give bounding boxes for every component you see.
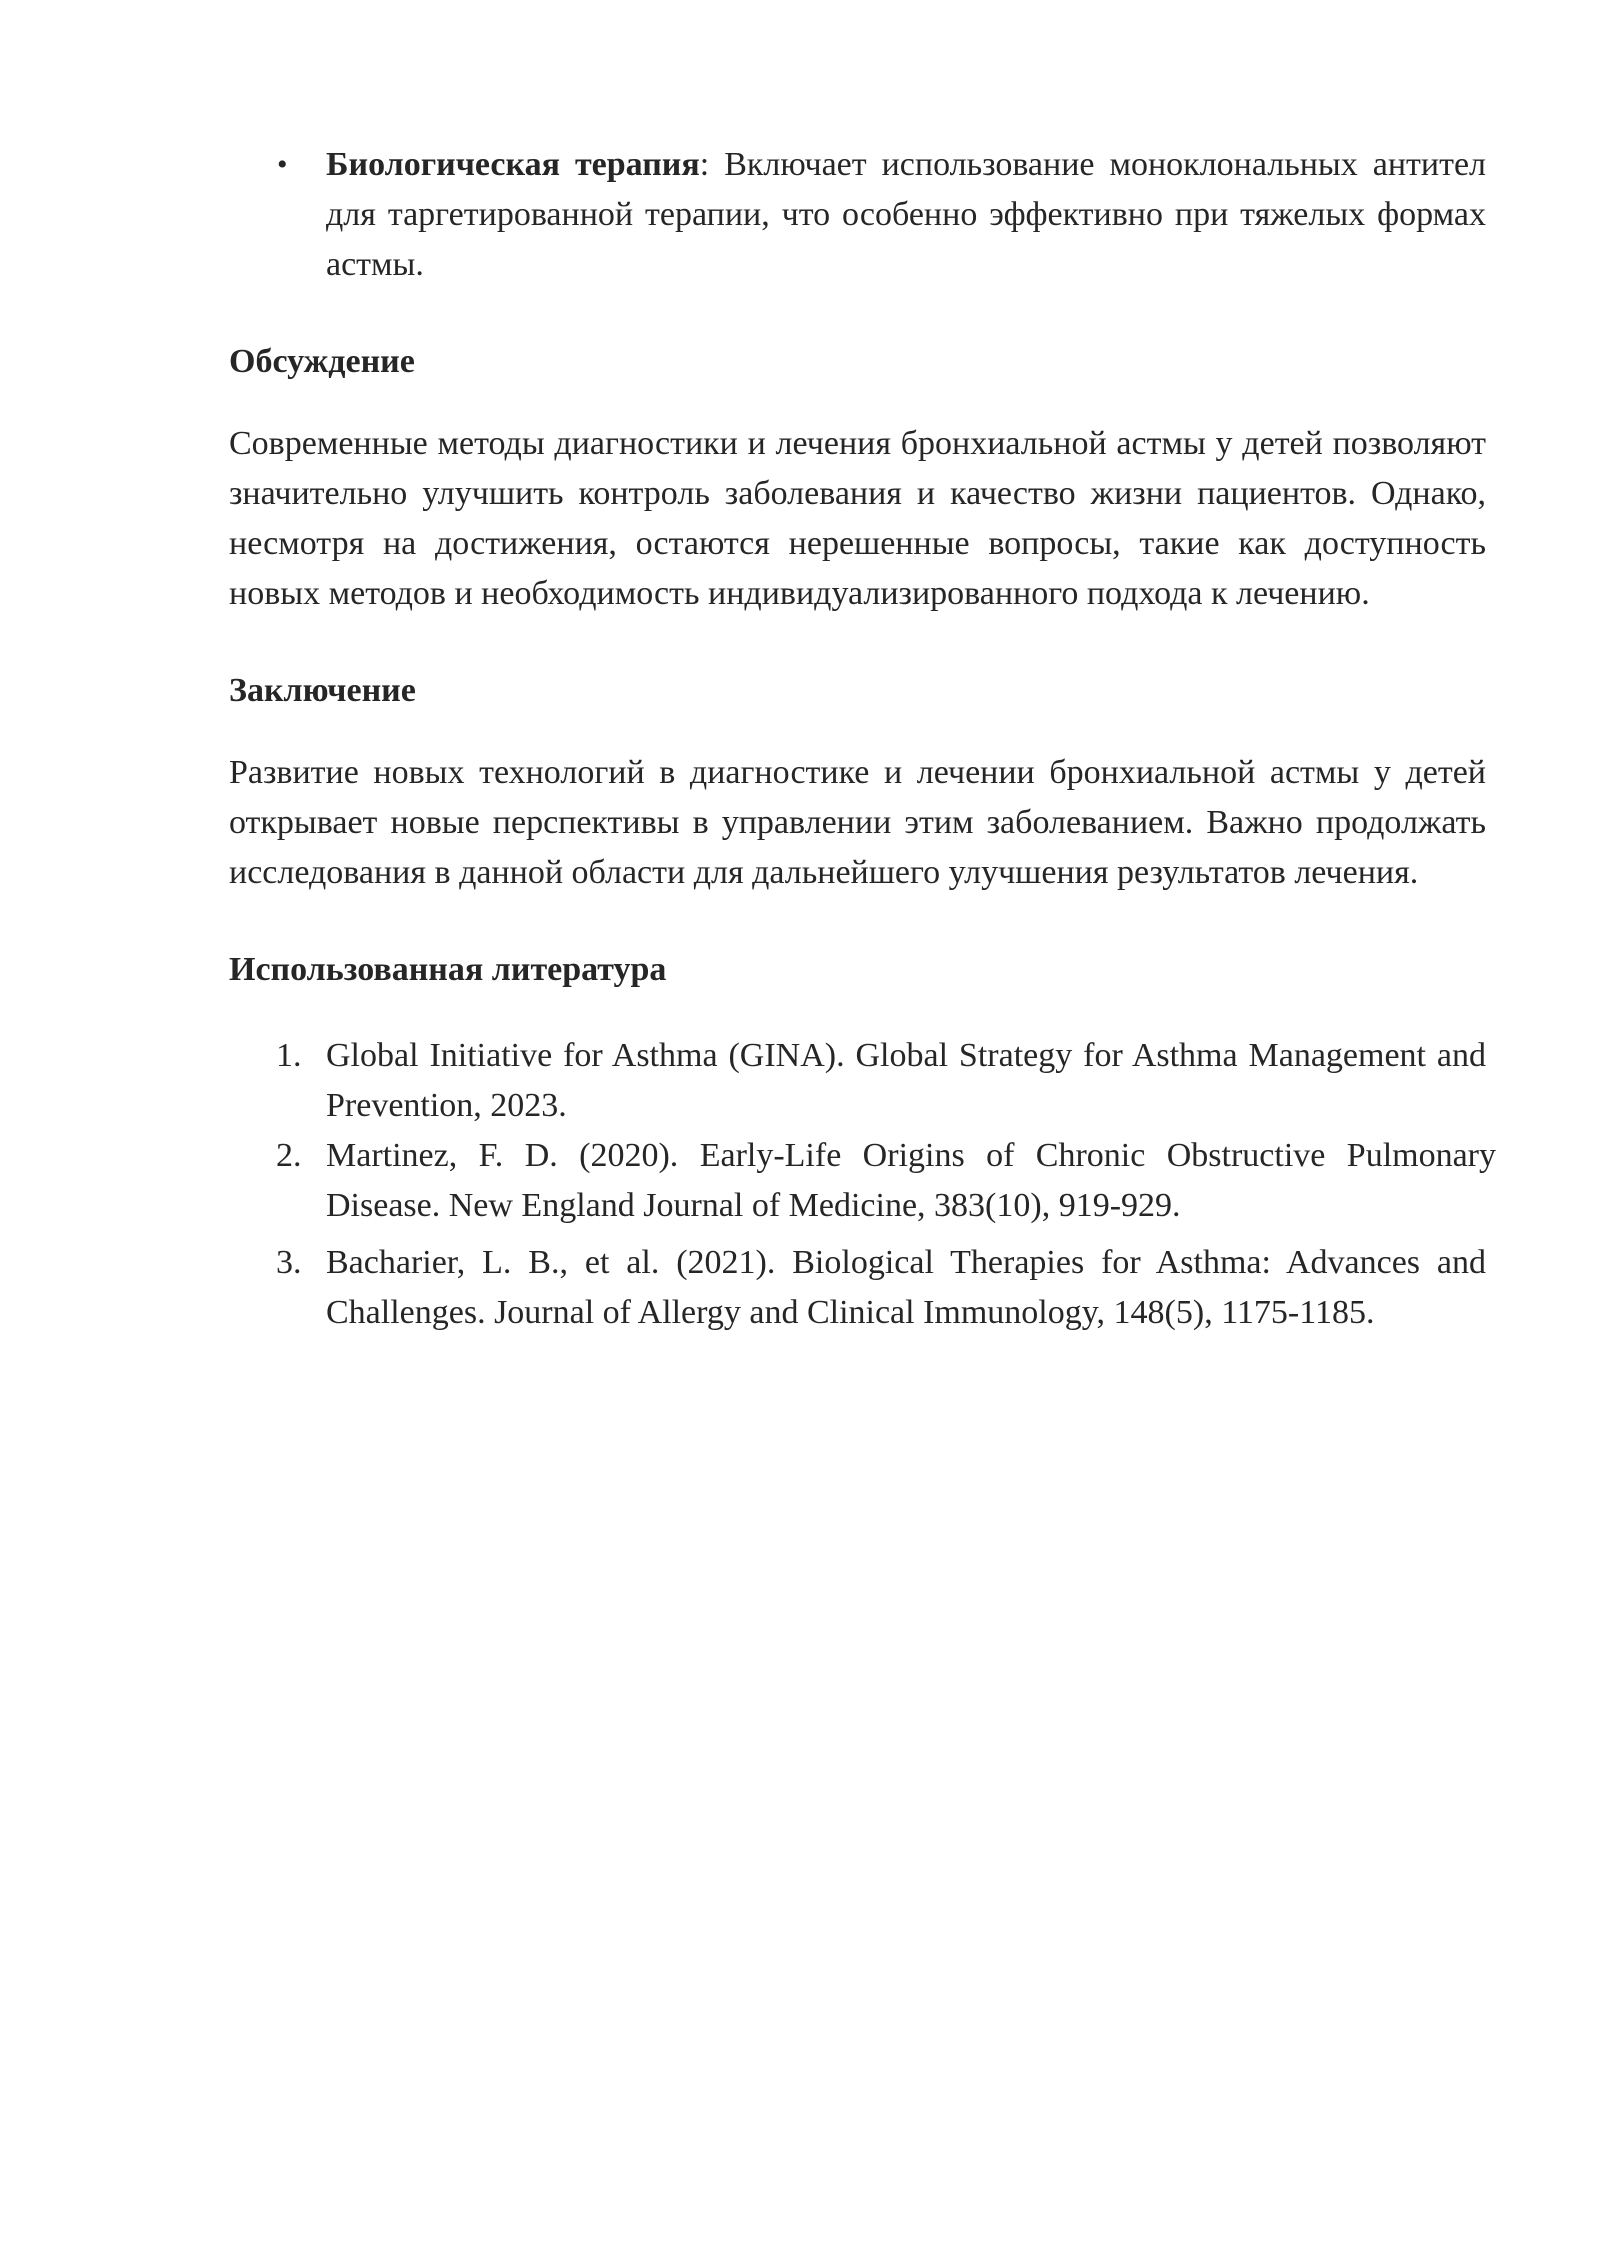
reference-text: Global Initiative for Asthma (GINA). Global Strategy for Asthma Management and Prevention, 2023. [326, 1037, 1486, 1124]
therapy-bullet-list [229, 140, 1486, 290]
reference-item [229, 1031, 1486, 1131]
conclusion-heading: Заключение [229, 672, 416, 709]
conclusion-paragraph: Развитие новых технологий в диагностике и лечении бронхиальной астмы у детей открывает новые перспективы в управлении этим заболеванием. Важно продолжать исследования в данной области для дальнейшего улучшения результатов лечения. [229, 754, 1486, 891]
reference-text: Martinez, F. D. (2020). Early-Life Origins of Chronic Obstructive Pulmonary Disease. New England Journal of Medicine, 383(10), 919-929. [326, 1137, 1496, 1224]
reference-item [229, 1131, 1496, 1231]
references-list [229, 1031, 1496, 1338]
bullet-term: Биологическая терапия [326, 146, 700, 183]
bullet-dot-icon: • [277, 148, 288, 181]
references-heading: Использованная литература [229, 951, 667, 988]
discussion-heading: Обсуждение [229, 343, 415, 380]
reference-text: Bacharier, L. B., et al. (2021). Biological Therapies for Asthma: Advances and Challenges. Journal of Allergy and Clinical Immunology, 148(5), 1175-1185. [326, 1244, 1486, 1331]
document-page [229, 140, 1496, 1338]
bullet-text: : Включает использование моноклональных антител для таргетированной терапии, что особенно эффективно при тяжелых формах астмы. [326, 146, 1486, 283]
reference-number: 3. [276, 1244, 302, 1281]
reference-item [229, 1238, 1486, 1338]
discussion-paragraph: Современные методы диагностики и лечения бронхиальной астмы у детей позволяют значительно улучшить контроль заболевания и качество жизни пациентов. Однако, несмотря на достижения, остаются нерешенные вопросы, такие как доступность новых методов и необходимость индивидуализированного подхода к лечению. [229, 425, 1486, 612]
reference-number: 1. [276, 1037, 302, 1074]
reference-number: 2. [276, 1137, 302, 1174]
bullet-item-biological-therapy [229, 140, 1486, 290]
